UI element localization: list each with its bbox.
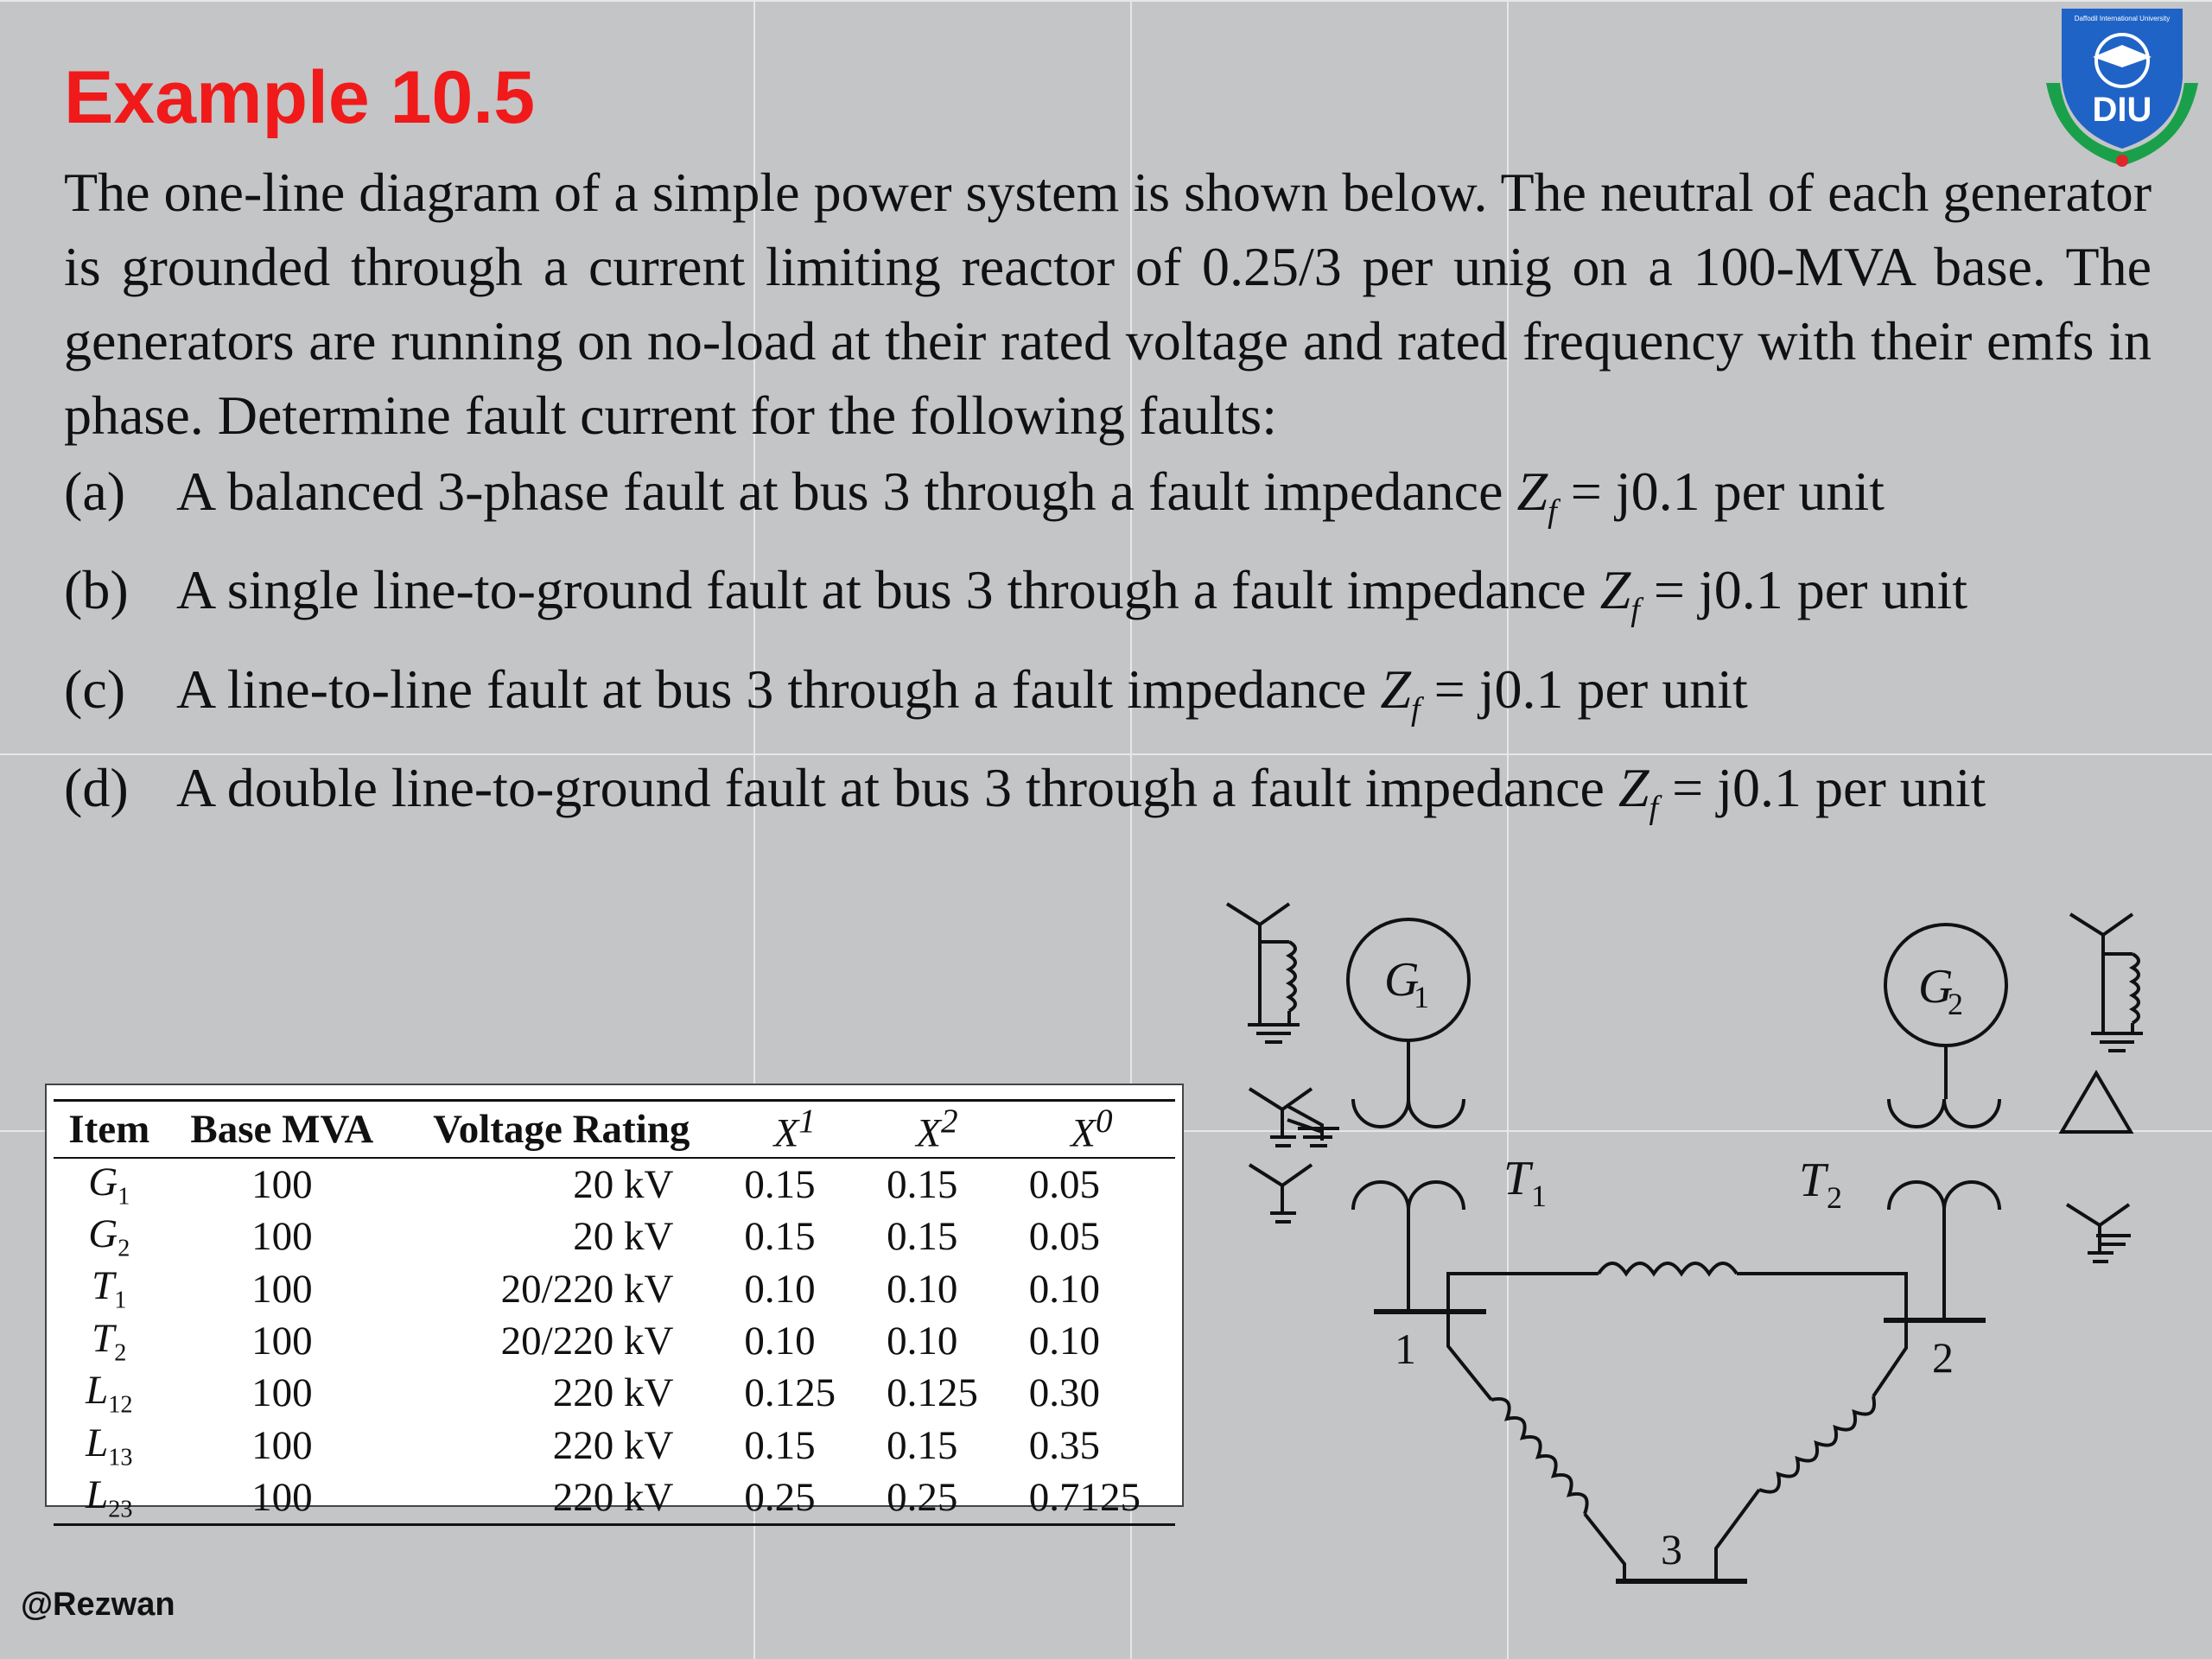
table-header-row	[54, 1101, 1175, 1158]
cell-x2: 0.15	[887, 1161, 958, 1207]
g1-sub: 1	[1414, 980, 1429, 1014]
cell-voltage-rating: 220 kV	[399, 1471, 723, 1525]
header-x1: $X^1$	[723, 1101, 866, 1158]
cell-x0: 0.10	[1028, 1319, 1101, 1364]
cell-x2: 0.25	[866, 1471, 1008, 1525]
cell-item: $T_2$	[92, 1315, 127, 1367]
header-x2: $X^2$	[866, 1101, 1008, 1158]
cell-voltage-rating: 20/220 kV	[500, 1266, 674, 1312]
cell-item: $T_1$	[92, 1263, 127, 1314]
cell-x1: 0.10	[744, 1319, 816, 1364]
problem-intro: The one-line diagram of a simple power system is shown below. The neutral of each generator is grounded through a current limiting reactor of 0.25/3 per unig on a 100-MVA base. The generators are running on no-load at their rated voltage and rated frequency with their emfs in phase. Determine fault current for the following faults:	[64, 162, 2152, 446]
cell-x0: 0.35	[1028, 1422, 1101, 1468]
g2-label: G	[1918, 960, 1954, 1014]
cell-base-mva: 100	[251, 1319, 313, 1364]
cell-x0: 0.05	[1028, 1161, 1101, 1207]
cell-voltage-rating: 20 kV	[573, 1214, 674, 1260]
table-row	[54, 1471, 1175, 1525]
cell-voltage-rating: 220 kV	[552, 1422, 674, 1468]
table-row	[54, 1262, 1175, 1314]
cell-base-mva: 100	[251, 1266, 313, 1312]
t1-sub: 1	[1531, 1179, 1547, 1213]
cell-x1: 0.25	[723, 1471, 866, 1525]
cell-base-mva: 100	[251, 1214, 313, 1260]
item-label: (b)	[64, 558, 129, 620]
cell-item: $L_{12}$	[86, 1368, 133, 1419]
zf-symbol: $Z_f$	[1516, 461, 1557, 530]
cell-item: $G_1$	[88, 1159, 130, 1211]
cell-x1: 0.125	[744, 1370, 836, 1416]
cell-x2: 0.15	[887, 1214, 958, 1260]
item-eq: = j0.1 per unit	[1672, 757, 1986, 819]
cell-x2: 0.15	[887, 1422, 958, 1468]
cell-item: $G_2$	[88, 1211, 130, 1262]
parameter-table-panel	[45, 1084, 1184, 1523]
grid-line	[0, 0, 2212, 2]
cell-x1: 0.10	[744, 1266, 816, 1312]
cell-x0: 0.10	[1028, 1266, 1101, 1312]
fault-item-b	[64, 550, 2152, 650]
table-row	[54, 1158, 1175, 1211]
cell-x0: 0.30	[1028, 1370, 1101, 1416]
transformer-t1	[1249, 1089, 1464, 1312]
cell-voltage-rating: 20/220 kV	[500, 1319, 674, 1364]
t1-label: T	[1503, 1152, 1531, 1205]
line-l12	[1448, 1263, 1906, 1320]
item-label: (a)	[64, 461, 126, 522]
cell-base-mva: 100	[165, 1471, 400, 1525]
cell-x0: 0.7125	[1008, 1471, 1175, 1525]
cell-base-mva: 100	[251, 1422, 313, 1468]
item-text: A balanced 3-phase fault at bus 3 through a fault impedance	[176, 461, 1503, 522]
cell-voltage-rating: 20 kV	[573, 1161, 674, 1207]
t2-label: T	[1799, 1154, 1827, 1207]
g1-label: G	[1384, 953, 1420, 1007]
problem-statement	[64, 156, 2152, 848]
table-row	[54, 1211, 1175, 1262]
fault-item-d	[64, 748, 2152, 848]
g2-sub: 2	[1948, 987, 1963, 1021]
cell-x1: 0.15	[744, 1161, 816, 1207]
item-eq: = j0.1 per unit	[1653, 558, 1968, 620]
cell-x2: 0.125	[887, 1370, 978, 1416]
item-text: A line-to-line fault at bus 3 through a fault impedance	[176, 658, 1367, 720]
cell-item: $L_{23}$	[54, 1471, 165, 1525]
item-text: A double line-to-ground fault at bus 3 through a fault impedance	[176, 757, 1605, 819]
table-row	[54, 1367, 1175, 1419]
author-watermark: @Rezwan	[21, 1586, 175, 1623]
header-voltage-rating: Voltage Rating	[399, 1101, 723, 1158]
g1-neutral-reactor	[1227, 904, 1300, 1042]
bus-3-label: 3	[1661, 1525, 1682, 1573]
line-l13	[1448, 1312, 1624, 1580]
logo-top-text: Daffodil International University	[2074, 15, 2171, 22]
cell-x0: 0.05	[1028, 1214, 1101, 1260]
transformer-t2	[1889, 1073, 2131, 1320]
item-text: A single line-to-ground fault at bus 3 through a fault impedance	[176, 558, 1586, 620]
cell-base-mva: 100	[251, 1161, 313, 1207]
one-line-diagram	[1192, 873, 2212, 1633]
item-eq: = j0.1 per unit	[1433, 658, 1748, 720]
cell-item: $L_{13}$	[86, 1420, 133, 1471]
item-label: (c)	[64, 658, 126, 720]
fault-item-c	[64, 650, 2152, 749]
line-l23	[1716, 1320, 1906, 1580]
cell-base-mva: 100	[251, 1370, 313, 1416]
item-label: (d)	[64, 757, 129, 819]
t2-sub: 2	[1827, 1180, 1842, 1215]
cell-voltage-rating: 220 kV	[552, 1370, 674, 1416]
item-eq: = j0.1 per unit	[1570, 461, 1885, 522]
page-title: Example 10.5	[64, 56, 536, 139]
header-x0: $X^0$	[1008, 1101, 1175, 1158]
cell-x1: 0.15	[744, 1214, 816, 1260]
parameter-table	[54, 1099, 1175, 1526]
table-row	[54, 1315, 1175, 1367]
zf-symbol: $Z_f$	[1380, 658, 1421, 728]
fault-item-a	[64, 453, 2152, 550]
generator-g1	[1348, 919, 1469, 1099]
zf-symbol: $Z_f$	[1599, 558, 1640, 628]
cell-x1: 0.15	[744, 1422, 816, 1468]
header-base-mva: Base MVA	[165, 1101, 400, 1158]
header-item: Item	[54, 1101, 165, 1158]
cell-x2: 0.10	[887, 1319, 958, 1364]
university-logo	[2032, 0, 2212, 173]
bus-2-label: 2	[1932, 1333, 1954, 1382]
table-row	[54, 1420, 1175, 1471]
bus-1-label: 1	[1395, 1325, 1416, 1373]
logo-text: DIU	[2092, 91, 2152, 129]
cell-x2: 0.10	[887, 1266, 958, 1312]
zf-symbol: $Z_f$	[1618, 757, 1659, 827]
g2-neutral-reactor	[2070, 914, 2143, 1051]
